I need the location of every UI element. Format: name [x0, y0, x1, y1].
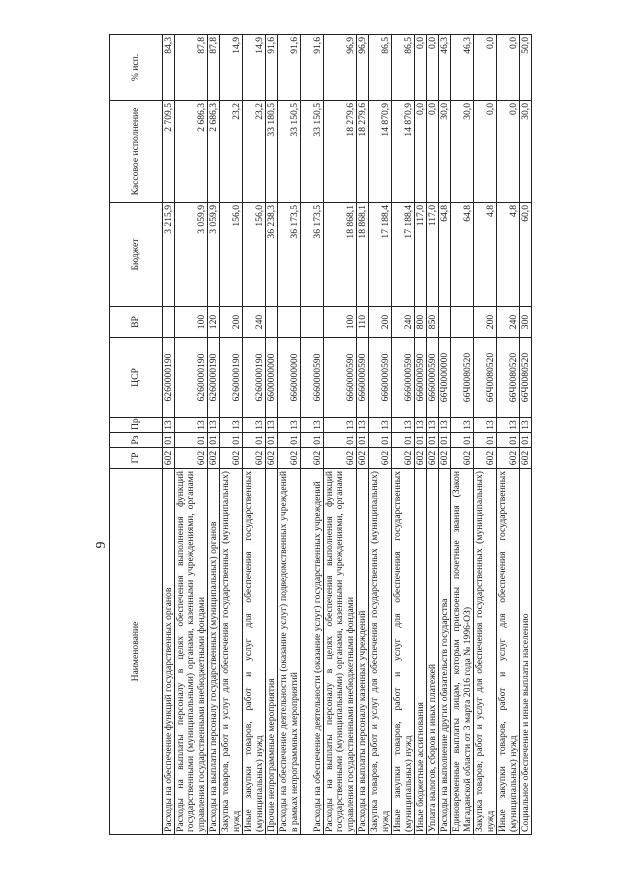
row-rz: 01 — [520, 433, 532, 448]
row-pct: 91,6 — [301, 35, 324, 101]
row-name: Расходы на выплаты персоналу в целях обеспечения выполнения функций государственными (муниципальными) органами, казенными учреждениями, органами управления государственными внебюджетными фондами — [324, 469, 357, 835]
table-row — [520, 35, 532, 835]
row-pr: 13 — [427, 418, 439, 433]
row-gr: 602 — [301, 448, 324, 469]
page-number: 9 — [94, 541, 109, 549]
row-rz: 01 — [266, 433, 278, 448]
row-vr: 200 — [369, 307, 392, 338]
row-rz: 01 — [163, 433, 175, 448]
row-budget: 17 188,4 — [392, 203, 415, 307]
row-name: Расходы на выполнение других обязательств государства — [439, 469, 451, 835]
row-pr: 13 — [324, 418, 357, 433]
row-cash: 33 150,5 — [301, 101, 324, 203]
row-name: Иные закупки товаров, работ и услуг для обеспечения государственных (муниципальных) нужд — [243, 469, 266, 835]
row-vr — [278, 307, 301, 338]
row-cash: 33 180,5 — [266, 101, 278, 203]
row-budget: 3 059,9 — [175, 203, 208, 307]
row-vr: 200 — [220, 307, 243, 338]
row-rz: 01 — [392, 433, 415, 448]
row-gr: 602 — [451, 448, 474, 469]
row-pr: 13 — [497, 418, 520, 433]
row-csr: 6660000590 — [392, 338, 415, 418]
table-row — [278, 35, 301, 835]
row-rz: 01 — [451, 433, 474, 448]
row-rz: 01 — [439, 433, 451, 448]
row-csr: 6260000190 — [163, 338, 175, 418]
row-cash: 0,0 — [415, 101, 427, 203]
row-cash: 18 279,6 — [324, 101, 357, 203]
row-csr: 6260000190 — [220, 338, 243, 418]
header-csr: ЦСР — [110, 338, 163, 418]
row-pct: 14,9 — [243, 35, 266, 101]
row-cash: 0,0 — [497, 101, 520, 203]
row-csr: 66Ч0080520 — [474, 338, 497, 418]
rotated-page — [0, 5, 640, 865]
header-budget: Бюджет — [110, 203, 163, 307]
row-cash: 23,2 — [220, 101, 243, 203]
row-rz: 01 — [208, 433, 220, 448]
row-budget: 17 188,4 — [369, 203, 392, 307]
row-pct: 96,9 — [324, 35, 357, 101]
row-pct: 46,3 — [439, 35, 451, 101]
row-cash: 0,0 — [474, 101, 497, 203]
table-row — [392, 35, 415, 835]
row-pct: 91,6 — [278, 35, 301, 101]
header-pct: % исп. — [110, 35, 163, 101]
row-pr: 13 — [392, 418, 415, 433]
table-row — [324, 35, 357, 835]
table-row — [175, 35, 208, 835]
row-csr: 6600000000 — [266, 338, 278, 418]
row-gr: 602 — [266, 448, 278, 469]
row-pct: 86,5 — [392, 35, 415, 101]
row-rz: 01 — [369, 433, 392, 448]
row-pct: 96,9 — [357, 35, 369, 101]
row-csr: 6260000190 — [243, 338, 266, 418]
row-pr: 13 — [243, 418, 266, 433]
row-vr — [301, 307, 324, 338]
row-pct: 84,3 — [163, 35, 175, 101]
row-csr: 6660000590 — [357, 338, 369, 418]
row-cash: 23,2 — [243, 101, 266, 203]
row-cash: 14 870,9 — [392, 101, 415, 203]
row-name: Расходы на выплаты персоналу государственных (муниципальных) органов — [208, 469, 220, 835]
row-csr: 66Ч0080520 — [451, 338, 474, 418]
row-vr: 100 — [175, 307, 208, 338]
header-vr: ВР — [110, 307, 163, 338]
table-row — [451, 35, 474, 835]
table-row — [163, 35, 175, 835]
row-gr: 602 — [392, 448, 415, 469]
row-cash: 30,0 — [451, 101, 474, 203]
row-gr: 602 — [220, 448, 243, 469]
table-body — [163, 35, 532, 835]
table-row — [301, 35, 324, 835]
row-pct: 91,6 — [266, 35, 278, 101]
row-gr: 602 — [497, 448, 520, 469]
row-pct: 0,0 — [497, 35, 520, 101]
row-gr: 602 — [520, 448, 532, 469]
row-name: Социальное обеспечение и иные выплаты населению — [520, 469, 532, 835]
row-pct: 87,8 — [175, 35, 208, 101]
row-csr: 66Ч0080520 — [520, 338, 532, 418]
row-pr: 13 — [301, 418, 324, 433]
row-name: Единовременные выплаты лицам, которым присвоены почетные звания (Закон Магаданской области от 3 марта 2016 года № 1996-ОЗ) — [451, 469, 474, 835]
row-vr: 120 — [208, 307, 220, 338]
row-vr: 850 — [427, 307, 439, 338]
row-budget: 156,0 — [243, 203, 266, 307]
row-budget: 4,8 — [474, 203, 497, 307]
row-gr: 602 — [243, 448, 266, 469]
row-pr: 13 — [369, 418, 392, 433]
table-header-row — [110, 35, 163, 835]
row-budget: 60,0 — [520, 203, 532, 307]
row-vr — [163, 307, 175, 338]
row-budget: 36 173,5 — [301, 203, 324, 307]
row-pct: 87,8 — [208, 35, 220, 101]
row-name: Расходы на обеспечение деятельности (оказание услуг) подведомственных учреждений в рамках непрограммных мероприятий — [278, 469, 301, 835]
table-row — [474, 35, 497, 835]
row-rz: 01 — [324, 433, 357, 448]
row-name: Иные закупки товаров, работ и услуг для обеспечения государственных (муниципальных) нужд — [497, 469, 520, 835]
row-pct: 0,0 — [474, 35, 497, 101]
row-vr: 110 — [357, 307, 369, 338]
table-row — [369, 35, 392, 835]
row-rz: 01 — [278, 433, 301, 448]
row-gr: 602 — [474, 448, 497, 469]
row-cash: 14 870,9 — [369, 101, 392, 203]
row-vr: 240 — [497, 307, 520, 338]
row-cash: 30,0 — [520, 101, 532, 203]
row-budget: 36 238,3 — [266, 203, 278, 307]
row-gr: 602 — [208, 448, 220, 469]
row-name: Уплата налогов, сборов и иных платежей — [427, 469, 439, 835]
row-name: Закупка товаров, работ и услуг для обеспечения государственных (муниципальных) нужд — [220, 469, 243, 835]
table-row — [439, 35, 451, 835]
row-csr: 66Ч0080520 — [497, 338, 520, 418]
row-cash: 18 279,6 — [357, 101, 369, 203]
row-vr: 100 — [324, 307, 357, 338]
row-vr — [439, 307, 451, 338]
header-cash: Кассовое исполнение — [110, 101, 163, 203]
row-pr: 13 — [474, 418, 497, 433]
table-row — [497, 35, 520, 835]
row-gr: 602 — [427, 448, 439, 469]
row-csr: 66Ч0000000 — [439, 338, 451, 418]
row-gr: 602 — [163, 448, 175, 469]
row-rz: 01 — [175, 433, 208, 448]
row-pr: 13 — [451, 418, 474, 433]
row-pr: 13 — [439, 418, 451, 433]
row-vr: 240 — [392, 307, 415, 338]
row-name: Расходы на выплаты персоналу в целях обеспечения выполнения функций государственными (муниципальными) органами, казенными учреждениями, органами управления государственными внебюджетными фондами — [175, 469, 208, 835]
row-rz: 01 — [415, 433, 427, 448]
row-vr — [266, 307, 278, 338]
row-gr: 602 — [415, 448, 427, 469]
row-gr: 602 — [369, 448, 392, 469]
row-cash: 33 150,5 — [278, 101, 301, 203]
table-row — [243, 35, 266, 835]
row-pr: 13 — [520, 418, 532, 433]
row-pct: 50,0 — [520, 35, 532, 101]
row-budget: 18 868,1 — [357, 203, 369, 307]
row-pr: 13 — [175, 418, 208, 433]
row-name: Расходы на выплаты персоналу казенных учреждений — [357, 469, 369, 835]
row-rz: 01 — [497, 433, 520, 448]
row-pct: 86,5 — [369, 35, 392, 101]
table-row — [208, 35, 220, 835]
table-row — [220, 35, 243, 835]
row-cash: 2 686,3 — [175, 101, 208, 203]
row-gr: 602 — [278, 448, 301, 469]
table-row — [266, 35, 278, 835]
row-csr: 6660000000 — [278, 338, 301, 418]
row-pct: 14,9 — [220, 35, 243, 101]
row-csr: 6660000590 — [301, 338, 324, 418]
row-budget: 18 868,1 — [324, 203, 357, 307]
header-rz: Рз — [110, 433, 163, 448]
header-gr: ГР — [110, 448, 163, 469]
row-pr: 13 — [357, 418, 369, 433]
row-gr: 602 — [439, 448, 451, 469]
row-csr: 6660000590 — [427, 338, 439, 418]
row-rz: 01 — [301, 433, 324, 448]
table-row — [357, 35, 369, 835]
row-pr: 13 — [266, 418, 278, 433]
row-name: Иные бюджетные ассигнования — [415, 469, 427, 835]
row-vr: 800 — [415, 307, 427, 338]
header-name: Наименование — [110, 469, 163, 835]
table-row — [427, 35, 439, 835]
row-gr: 602 — [324, 448, 357, 469]
row-csr: 6660000590 — [324, 338, 357, 418]
row-csr: 6260000190 — [208, 338, 220, 418]
row-csr: 6260000190 — [175, 338, 208, 418]
row-rz: 01 — [220, 433, 243, 448]
row-budget: 64,8 — [439, 203, 451, 307]
header-pr: Пр — [110, 418, 163, 433]
row-budget: 4,8 — [497, 203, 520, 307]
row-name: Расходы на обеспечение функций государственных органов — [163, 469, 175, 835]
row-pr: 13 — [163, 418, 175, 433]
row-rz: 01 — [357, 433, 369, 448]
row-rz: 01 — [474, 433, 497, 448]
row-budget: 36 173,5 — [278, 203, 301, 307]
row-cash: 2 686,3 — [208, 101, 220, 203]
row-name: Закупка товаров, работ и услуг для обеспечения государственных (муниципальных) нужд — [369, 469, 392, 835]
row-budget: 3 059,9 — [208, 203, 220, 307]
row-vr — [451, 307, 474, 338]
row-vr: 200 — [474, 307, 497, 338]
row-vr: 240 — [243, 307, 266, 338]
row-budget: 3 215,9 — [163, 203, 175, 307]
row-pr: 13 — [278, 418, 301, 433]
row-pct: 0,0 — [427, 35, 439, 101]
row-csr: 6660000590 — [415, 338, 427, 418]
row-gr: 602 — [175, 448, 208, 469]
row-pct: 46,3 — [451, 35, 474, 101]
row-name: Иные закупки товаров, работ и услуг для обеспечения государственных (муниципальных) нужд — [392, 469, 415, 835]
row-name: Прочие непрограммные мероприятия — [266, 469, 278, 835]
row-pr: 13 — [208, 418, 220, 433]
row-gr: 602 — [357, 448, 369, 469]
row-rz: 01 — [427, 433, 439, 448]
budget-table — [109, 34, 532, 835]
row-cash: 2 709,5 — [163, 101, 175, 203]
row-csr: 6660000590 — [369, 338, 392, 418]
row-budget: 117,0 — [415, 203, 427, 307]
row-rz: 01 — [243, 433, 266, 448]
row-pr: 13 — [415, 418, 427, 433]
row-pr: 13 — [220, 418, 243, 433]
table-row — [415, 35, 427, 835]
row-cash: 30,0 — [439, 101, 451, 203]
row-cash: 0,0 — [427, 101, 439, 203]
row-budget: 117,0 — [427, 203, 439, 307]
row-name: Расходы на обеспечение деятельности (оказание услуг) государственных учреждений — [301, 469, 324, 835]
row-vr: 300 — [520, 307, 532, 338]
row-pct: 0,0 — [415, 35, 427, 101]
row-name: Закупка товаров, работ и услуг для обеспечения государственных (муниципальных) нужд — [474, 469, 497, 835]
row-budget: 64,8 — [451, 203, 474, 307]
row-budget: 156,0 — [220, 203, 243, 307]
